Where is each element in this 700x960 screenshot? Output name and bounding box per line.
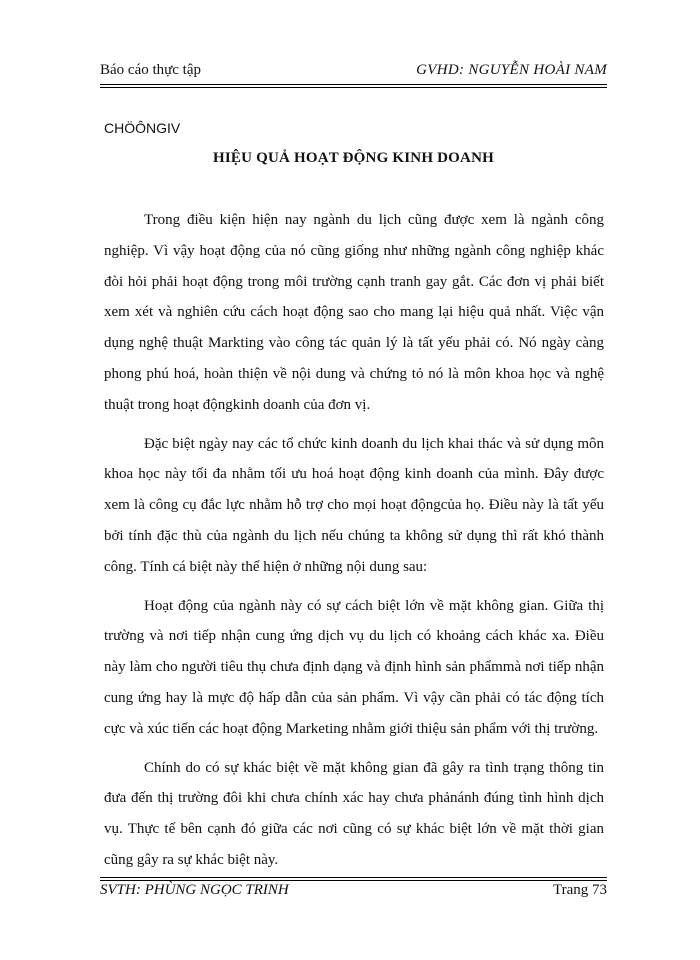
footer-student: SVTH: PHÙNG NGỌC TRINH (100, 882, 289, 898)
paragraph: Hoạt động của ngành này có sự cách biệt lớn về mặt không gian. Giữa thị trường và nơi tiếp nhận cung ứng dịch vụ du lịch có khoảng cách khác xa. Điều này làm cho người tiêu thụ chưa định dạng và định hình sản phẩmmà nơi tiếp nhận cung ứng hay là mực độ hấp dẫn của sản phẩm. Vì vậy cần phải có tác động tích cực và xúc tiến các hoạt động Marketing nhằm giới thiệu sản phẩm với thị trường. (104, 597, 604, 737)
page-number: Trang 73 (552, 882, 607, 898)
chapter-label: CHÖÔNGIV (104, 120, 181, 136)
header-rule (100, 84, 607, 88)
header-supervisor: GVHD: NGUYỄN HOÀI NAM (416, 62, 607, 78)
page-header (100, 62, 607, 82)
footer-rule (100, 877, 607, 881)
header-report-title: Báo cáo thực tập (100, 62, 202, 78)
section-title: HIỆU QUẢ HOẠT ĐỘNG KINH DOANH (213, 150, 494, 166)
paragraph: Đặc biệt ngày nay các tổ chức kinh doanh du lịch khai thác và sử dụng môn khoa học này tối đa nhằm tối ưu hoá hoạt động kinh doanh của mình. Đây được xem là công cụ đắc lực nhằm hỗ trợ cho mọi hoạt độngcủa họ. Điều này là tất yếu bởi tính đặc thù của ngành du lịch nếu chúng ta không sử dụng thì rất khó thành công. Tính cá biệt này thể hiện ở những nội dung sau: (104, 435, 604, 575)
paragraph: Trong điều kiện hiện nay ngành du lịch cũng được xem là ngành công nghiệp. Vì vậy hoạt động của nó cũng giống như những ngành công nghiệp khác đòi hỏi phải hoạt động trong môi trường cạnh tranh gay gắt. Các đơn vị phải biết xem xét và nghiên cứu cách hoạt động sao cho mang lại hiệu quả nhất. Việc vận dụng nghệ thuật Markting vào công tác quản lý là tất yếu phải có. Nó ngày càng phong phú hoá, hoàn thiện về nội dung và chứng tỏ nó là môn khoa học và nghệ thuật trong hoạt độngkinh doanh của đơn vị. (104, 212, 604, 413)
paragraph: Chính do có sự khác biệt về mặt không gian đã gây ra tình trạng thông tin đưa đến thị trường đôi khi chưa chính xác hay chưa phảnánh đúng tình hình dịch vụ. Thực tế bên cạnh đó giữa các nơi cũng có sự khác biệt lớn về mặt thời gian cũng gây ra sự khác biệt này. (104, 759, 604, 868)
body-text (104, 205, 604, 884)
page-footer (100, 882, 607, 902)
